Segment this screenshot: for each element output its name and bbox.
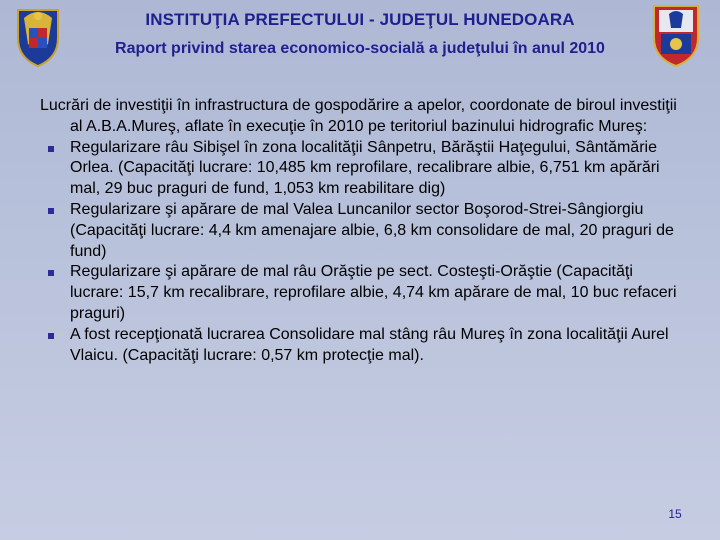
- slide-body: [40, 96, 680, 366]
- square-bullet-icon: [48, 270, 54, 276]
- slide-header: [0, 0, 720, 82]
- institution-title: INSTITUŢIA PREFECTULUI - JUDEŢUL HUNEDOARA: [145, 10, 575, 29]
- list-item-text: Regularizare şi apărare de mal Valea Luncanilor sector Boşorod-Strei-Sângiorgiu (Capacităţi lucrare: 4,4 km amenajare albie, 6,8 km consolidare de mal, 20 praguri de fund): [70, 200, 674, 260]
- list-item: [40, 325, 680, 367]
- investment-list: [40, 138, 680, 367]
- square-bullet-icon: [48, 146, 54, 152]
- list-item: [40, 138, 680, 200]
- hunedoara-coat-of-arms-icon: [651, 2, 701, 68]
- page-number: 15: [668, 507, 682, 521]
- square-bullet-icon: [48, 333, 54, 339]
- list-item: [40, 200, 680, 262]
- list-item-text: Regularizare şi apărare de mal râu Orăştie pe sect. Costeşti-Orăştie (Capacităţi lucrare: 15,7 km recalibrare, reprofilare albie, 4,74 km apărare de mal, 10 buc refaceri praguri): [70, 263, 677, 322]
- list-item-text: Regularizare râu Sibişel în zona localităţii Sânpetru, Bărăştii Haţegului, Sântămărie Orlea. (Capacităţi lucrare: 10,485 km reprofilare, recalibrare albie, 6,751 km apărări mal, 29 buc praguri de fund, 1,053 km reabilitare dig): [70, 138, 660, 198]
- list-item-text: A fost recepţionată lucrarea Consolidare mal stâng râu Mureş în zona localităţii Aurel Vlaicu. (Capacităţi lucrare: 0,57 km protecţie mal).: [70, 325, 669, 364]
- list-item: [40, 262, 680, 324]
- square-bullet-icon: [48, 208, 54, 214]
- report-subtitle: Raport privind starea economico-socială a judeţului în anul 2010: [115, 40, 605, 57]
- intro-paragraph: Lucrări de investiţii în infrastructura de gospodărire a apelor, coordonate de biroul investiţii al A.B.A.Mureş, aflate în execuţie în 2010 pe teritoriul bazinului hidrografic Mureş:: [40, 97, 677, 135]
